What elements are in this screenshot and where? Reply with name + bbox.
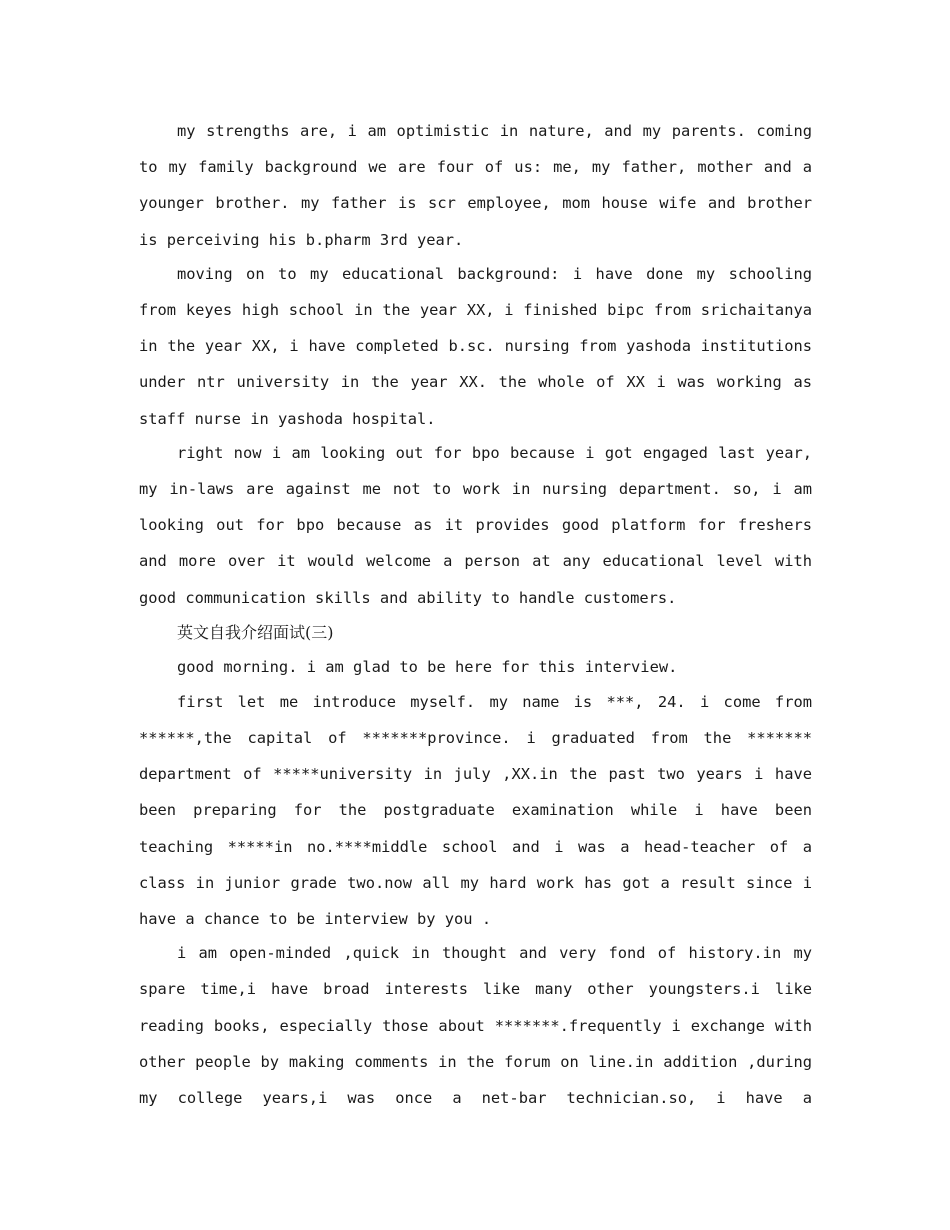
greeting-line: good morning. i am glad to be here for this interview. xyxy=(177,657,678,676)
paragraph-bpo: right now i am looking out for bpo because i got engaged last year, my in-laws are against me not to work in nursing department. so, i am looking out for bpo because as it provides good platform for freshers and more over it would welcome a person at any educational level with good communication skills and ability to handle customers. xyxy=(139,443,812,607)
paragraph-introduction: first let me introduce myself. my name is ***, 24. i come from ******,the capital of *******province. i graduated from the ******* department of *****university in july ,XX.in the past two years i have been preparing for the postgraduate examination while i have been teaching *****in no.****middle school and i was a head-teacher of a class in junior grade two.now all my hard work has got a result since i have a chance to be interview by you . xyxy=(139,692,812,929)
paragraph-interests: i am open-minded ,quick in thought and very fond of history.in my spare time,i have broad interests like many other youngsters.i like reading books, especially those about *******.frequently i exchange with other people by making comments in the forum on line.in addition ,during my college years,i was once a net-bar technician.so, i have a xyxy=(139,944,812,1108)
section-heading: 英文自我介绍面试(三) xyxy=(177,622,334,642)
paragraph-strengths: my strengths are, i am optimistic in nature, and my parents. coming to my family background we are four of us: me, my father, mother and a younger brother. my father is scr employee, mom house wife and brother is perceiving his b.pharm 3rd year. xyxy=(139,122,812,249)
paragraph-education: moving on to my educational background: i have done my schooling from keyes high school in the year XX, i finished bipc from srichaitanya in the year XX, i have completed b.sc. nursing from yashoda institutions under ntr university in the year XX. the whole of XX i was working as staff nurse in yashoda hospital. xyxy=(139,264,812,428)
document-body xyxy=(139,113,812,1116)
